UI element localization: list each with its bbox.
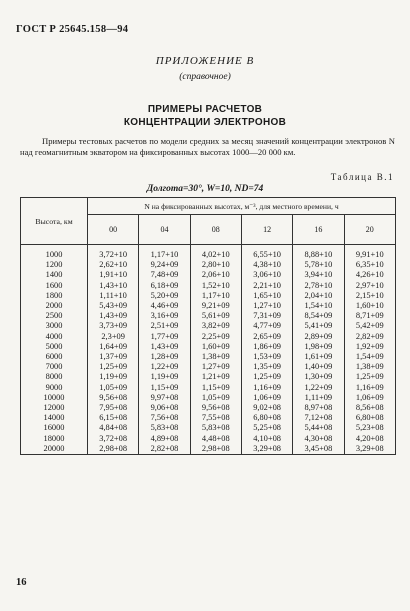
concentration-cell: 3,72+10 <box>88 245 139 261</box>
altitude-cell: 18000 <box>21 434 88 444</box>
electron-concentration-table <box>20 197 396 455</box>
appendix-title: ПРИЛОЖЕНИЕ В <box>155 55 255 67</box>
concentration-cell: 6,80+08 <box>241 413 292 423</box>
concentration-cell: 1,22+09 <box>139 362 190 372</box>
concentration-cell: 1,27+09 <box>190 362 241 372</box>
concentration-cell: 1,61+09 <box>293 352 344 362</box>
table-row <box>21 311 396 321</box>
table-caption: Долгота=30°, W=10, ND=74 <box>146 184 264 194</box>
concentration-cell: 5,43+09 <box>88 301 139 311</box>
section-title <box>0 103 410 129</box>
concentration-cell: 6,80+08 <box>344 413 395 423</box>
time-column-header: 04 <box>139 215 190 245</box>
concentration-cell: 1,15+09 <box>139 383 190 393</box>
concentration-cell: 4,30+08 <box>293 434 344 444</box>
altitude-cell: 1800 <box>21 291 88 301</box>
concentration-cell: 1,65+10 <box>241 291 292 301</box>
section-title-line2: КОНЦЕНТРАЦИИ ЭЛЕКТРОНОВ <box>123 117 287 128</box>
concentration-cell: 9,21+09 <box>190 301 241 311</box>
concentration-cell: 9,02+08 <box>241 403 292 413</box>
concentration-cell: 1,38+09 <box>344 362 395 372</box>
concentration-cell: 3,29+08 <box>344 444 395 455</box>
concentration-cell: 4,02+10 <box>190 245 241 261</box>
concentration-cell: 6,35+10 <box>344 260 395 270</box>
concentration-cell: 3,16+09 <box>139 311 190 321</box>
table-row <box>21 444 396 455</box>
concentration-cell: 2,51+09 <box>139 321 190 331</box>
table-row <box>21 393 396 403</box>
altitude-cell: 20000 <box>21 444 88 455</box>
concentration-cell: 2,97+10 <box>344 281 395 291</box>
concentration-cell: 2,98+08 <box>88 444 139 455</box>
concentration-cell: 3,73+09 <box>88 321 139 331</box>
concentration-cell: 8,97+08 <box>293 403 344 413</box>
concentration-cell: 1,43+09 <box>139 342 190 352</box>
concentration-cell: 1,91+10 <box>88 270 139 280</box>
altitude-cell: 14000 <box>21 413 88 423</box>
concentration-span-header: N на фиксированных высотах, м⁻³, для местного времени, ч <box>88 198 396 215</box>
concentration-cell: 1,05+09 <box>190 393 241 403</box>
concentration-cell: 1,53+09 <box>241 352 292 362</box>
table-row <box>21 434 396 444</box>
altitude-column-header: Высота, км <box>21 198 88 245</box>
altitude-cell: 3000 <box>21 321 88 331</box>
concentration-cell: 1,11+10 <box>88 291 139 301</box>
table-row <box>21 423 396 433</box>
concentration-cell: 2,62+10 <box>88 260 139 270</box>
altitude-cell: 2500 <box>21 311 88 321</box>
concentration-cell: 5,44+08 <box>293 423 344 433</box>
concentration-cell: 7,48+09 <box>139 270 190 280</box>
table-label: Таблица В.1 <box>330 172 394 182</box>
concentration-cell: 3,94+10 <box>293 270 344 280</box>
concentration-cell: 1,17+10 <box>139 245 190 261</box>
table-row <box>21 372 396 382</box>
concentration-cell: 4,20+08 <box>344 434 395 444</box>
time-column-header: 16 <box>293 215 344 245</box>
concentration-cell: 5,42+09 <box>344 321 395 331</box>
altitude-cell: 10000 <box>21 393 88 403</box>
concentration-cell: 1,06+09 <box>241 393 292 403</box>
concentration-cell: 1,25+09 <box>88 362 139 372</box>
concentration-cell: 7,56+08 <box>139 413 190 423</box>
concentration-cell: 5,25+08 <box>241 423 292 433</box>
concentration-cell: 1,05+09 <box>88 383 139 393</box>
concentration-cell: 1,27+10 <box>241 301 292 311</box>
concentration-cell: 2,15+10 <box>344 291 395 301</box>
concentration-cell: 2,98+08 <box>190 444 241 455</box>
table-row <box>21 403 396 413</box>
concentration-cell: 1,54+10 <box>293 301 344 311</box>
altitude-cell: 1400 <box>21 270 88 280</box>
concentration-cell: 1,17+10 <box>190 291 241 301</box>
concentration-cell: 5,20+09 <box>139 291 190 301</box>
altitude-cell: 4000 <box>21 332 88 342</box>
time-column-header: 20 <box>344 215 395 245</box>
concentration-cell: 2,04+10 <box>293 291 344 301</box>
concentration-cell: 3,06+10 <box>241 270 292 280</box>
concentration-cell: 7,55+08 <box>190 413 241 423</box>
concentration-cell: 4,48+08 <box>190 434 241 444</box>
concentration-cell: 2,3+09 <box>88 332 139 342</box>
concentration-cell: 9,97+08 <box>139 393 190 403</box>
concentration-cell: 3,45+08 <box>293 444 344 455</box>
concentration-cell: 1,16+09 <box>344 383 395 393</box>
concentration-cell: 4,46+09 <box>139 301 190 311</box>
concentration-cell: 1,21+09 <box>190 372 241 382</box>
intro-paragraph: Примеры тестовых расчетов по модели средних за месяц значений концентрации электронов N над геомагнитным экватором на фиксированных высотах 1000—20 000 км. <box>20 136 395 158</box>
concentration-cell: 7,12+08 <box>293 413 344 423</box>
concentration-cell: 1,30+09 <box>293 372 344 382</box>
concentration-cell: 4,38+10 <box>241 260 292 270</box>
table-row <box>21 301 396 311</box>
concentration-cell: 5,23+08 <box>344 423 395 433</box>
time-column-header: 00 <box>88 215 139 245</box>
concentration-cell: 6,55+10 <box>241 245 292 261</box>
concentration-cell: 1,92+09 <box>344 342 395 352</box>
concentration-cell: 9,56+08 <box>190 403 241 413</box>
table-row <box>21 383 396 393</box>
concentration-cell: 1,19+09 <box>88 372 139 382</box>
altitude-cell: 5000 <box>21 342 88 352</box>
table-row <box>21 362 396 372</box>
concentration-cell: 1,86+09 <box>241 342 292 352</box>
table-row <box>21 352 396 362</box>
concentration-cell: 1,43+10 <box>88 281 139 291</box>
concentration-cell: 1,15+09 <box>190 383 241 393</box>
page-number: 16 <box>16 577 27 588</box>
table-row <box>21 342 396 352</box>
concentration-cell: 1,11+09 <box>293 393 344 403</box>
table-row <box>21 413 396 423</box>
concentration-cell: 1,25+09 <box>344 372 395 382</box>
concentration-cell: 2,78+10 <box>293 281 344 291</box>
concentration-cell: 1,06+09 <box>344 393 395 403</box>
altitude-cell: 2000 <box>21 301 88 311</box>
concentration-cell: 2,25+09 <box>190 332 241 342</box>
concentration-cell: 1,60+10 <box>344 301 395 311</box>
table-row <box>21 332 396 342</box>
concentration-cell: 7,95+08 <box>88 403 139 413</box>
concentration-cell: 2,82+08 <box>139 444 190 455</box>
concentration-cell: 6,18+09 <box>139 281 190 291</box>
concentration-cell: 1,52+10 <box>190 281 241 291</box>
altitude-cell: 12000 <box>21 403 88 413</box>
table-row <box>21 270 396 280</box>
table-row <box>21 291 396 301</box>
table-row <box>21 281 396 291</box>
concentration-cell: 6,15+08 <box>88 413 139 423</box>
concentration-cell: 5,61+09 <box>190 311 241 321</box>
altitude-cell: 9000 <box>21 383 88 393</box>
concentration-cell: 5,41+09 <box>293 321 344 331</box>
concentration-cell: 5,83+08 <box>139 423 190 433</box>
concentration-cell: 2,89+09 <box>293 332 344 342</box>
section-title-line1: ПРИМЕРЫ РАСЧЕТОВ <box>147 104 263 115</box>
concentration-cell: 9,91+10 <box>344 245 395 261</box>
concentration-cell: 4,77+09 <box>241 321 292 331</box>
concentration-cell: 2,65+09 <box>241 332 292 342</box>
concentration-cell: 4,26+10 <box>344 270 395 280</box>
appendix-subtitle: (справочное) <box>179 72 231 82</box>
time-column-header: 12 <box>241 215 292 245</box>
concentration-cell: 8,71+09 <box>344 311 395 321</box>
concentration-cell: 1,98+09 <box>293 342 344 352</box>
concentration-cell: 9,56+08 <box>88 393 139 403</box>
altitude-cell: 8000 <box>21 372 88 382</box>
concentration-cell: 1,54+09 <box>344 352 395 362</box>
altitude-cell: 6000 <box>21 352 88 362</box>
concentration-cell: 2,21+10 <box>241 281 292 291</box>
concentration-cell: 1,40+09 <box>293 362 344 372</box>
concentration-cell: 2,80+10 <box>190 260 241 270</box>
altitude-cell: 1000 <box>21 245 88 261</box>
concentration-cell: 1,35+09 <box>241 362 292 372</box>
concentration-cell: 5,83+08 <box>190 423 241 433</box>
table-body <box>21 245 396 455</box>
table-row <box>21 245 396 261</box>
concentration-cell: 1,28+09 <box>139 352 190 362</box>
concentration-cell: 4,10+08 <box>241 434 292 444</box>
concentration-cell: 7,31+09 <box>241 311 292 321</box>
concentration-cell: 1,37+09 <box>88 352 139 362</box>
concentration-cell: 8,54+09 <box>293 311 344 321</box>
concentration-cell: 1,19+09 <box>139 372 190 382</box>
document-header: ГОСТ Р 25645.158—94 <box>16 24 129 35</box>
concentration-cell: 4,89+08 <box>139 434 190 444</box>
table-row <box>21 260 396 270</box>
table-row <box>21 321 396 331</box>
concentration-cell: 3,72+08 <box>88 434 139 444</box>
concentration-cell: 8,56+08 <box>344 403 395 413</box>
time-column-header: 08 <box>190 215 241 245</box>
altitude-cell: 7000 <box>21 362 88 372</box>
concentration-cell: 1,43+09 <box>88 311 139 321</box>
concentration-cell: 3,82+09 <box>190 321 241 331</box>
concentration-cell: 1,60+09 <box>190 342 241 352</box>
altitude-cell: 16000 <box>21 423 88 433</box>
concentration-cell: 9,24+09 <box>139 260 190 270</box>
concentration-cell: 2,06+10 <box>190 270 241 280</box>
concentration-cell: 4,84+08 <box>88 423 139 433</box>
concentration-cell: 3,29+08 <box>241 444 292 455</box>
concentration-cell: 1,64+09 <box>88 342 139 352</box>
concentration-cell: 5,78+10 <box>293 260 344 270</box>
concentration-cell: 1,22+09 <box>293 383 344 393</box>
concentration-cell: 1,16+09 <box>241 383 292 393</box>
concentration-cell: 1,25+09 <box>241 372 292 382</box>
concentration-cell: 2,82+09 <box>344 332 395 342</box>
concentration-cell: 1,38+09 <box>190 352 241 362</box>
altitude-cell: 1600 <box>21 281 88 291</box>
concentration-cell: 9,06+08 <box>139 403 190 413</box>
altitude-cell: 1200 <box>21 260 88 270</box>
concentration-cell: 1,77+09 <box>139 332 190 342</box>
concentration-cell: 8,88+10 <box>293 245 344 261</box>
